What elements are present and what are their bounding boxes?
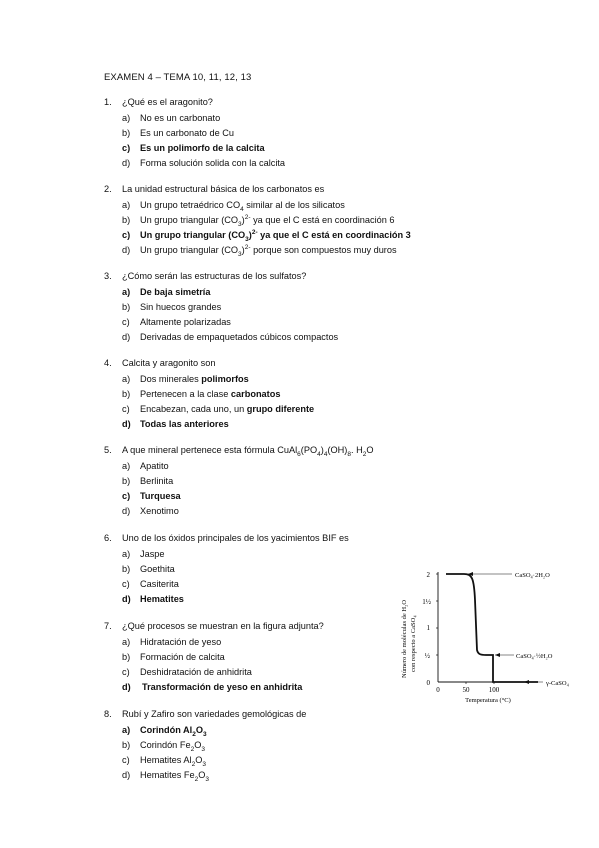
option-d[interactable]: d) Forma solución solida con la calcita	[122, 158, 286, 168]
option-b[interactable]: b) Berlinita	[122, 476, 174, 486]
option-c-correct[interactable]: c) Un grupo triangular $(CO_3)^{2-}$ ya que el C está en coordinación 3	[122, 228, 411, 243]
question-1	[104, 96, 394, 172]
option-a[interactable]: a) Dos minerales polimorfos	[122, 374, 249, 384]
arrowhead	[524, 680, 529, 684]
option-b[interactable]: b) Pertenecen a la clase carbonatos	[122, 389, 281, 399]
question-8	[104, 708, 394, 784]
phase-label-gypsum: CaSO₄·2H₂O	[515, 572, 550, 579]
option-c-correct[interactable]: c) Es un polimorfo de la calcita	[122, 143, 265, 153]
question-text: Uno de los óxidos principales de los yacimientos BIF es	[122, 533, 349, 543]
option-a[interactable]: a) Jaspe	[122, 549, 165, 559]
option-a[interactable]: a) Un grupo tetraédrico $CO_4$ similar al de los silicatos	[122, 200, 345, 213]
option-c[interactable]: c) Casiterita	[122, 579, 179, 589]
option-a-correct[interactable]: a) Corindón $Al_2O_3$	[122, 725, 207, 738]
dehydration-curve	[446, 574, 538, 682]
option-a[interactable]: a) No es un carbonato	[122, 113, 221, 123]
option-a-correct[interactable]: a) De baja simetría	[122, 287, 211, 297]
option-c[interactable]: c) Hematites $Al_2O_3$	[122, 755, 206, 768]
question-number: 3.	[104, 271, 112, 281]
option-c[interactable]: c) Encabezan, cada uno, un grupo diferente	[122, 404, 315, 414]
x-tick-label: 50	[462, 686, 470, 694]
option-d-correct[interactable]: d) Hematites	[122, 594, 184, 604]
question-3	[104, 270, 394, 346]
phase-label-bassanite: CaSO₄·½H₂O	[516, 653, 553, 660]
y-tick-label: ½	[424, 652, 430, 660]
option-b[interactable]: b) Corindón $Fe_2O_3$	[122, 740, 205, 753]
dehydration-figure	[398, 560, 588, 710]
question-text: ¿Cómo serán las estructuras de los sulfatos?	[122, 271, 307, 281]
exam-title: EXAMEN 4 – TEMA 10, 11, 12, 13	[104, 72, 252, 83]
question-text: ¿Qué procesos se muestran en la figura adjunta?	[122, 621, 324, 631]
question-text: A que mineral pertenece esta fórmula $CuAl_6(PO_4)_4(OH)_8$. $H_2O$	[122, 445, 374, 458]
x-tick-label: 100	[488, 686, 500, 694]
question-number: 1.	[104, 97, 112, 107]
question-number: 5.	[104, 445, 112, 455]
phase-label-anhydrite: γ-CaSO₄	[546, 680, 569, 687]
question-text: La unidad estructural básica de los carbonatos es	[122, 184, 325, 194]
dehydration-plot	[398, 560, 588, 710]
option-b[interactable]: b) Es un carbonato de Cu	[122, 128, 234, 138]
option-d-correct[interactable]: d) Transformación de yeso en anhidrita	[122, 682, 303, 692]
y-axis-label-2: con respecto a CaSO₄	[410, 615, 417, 672]
option-d[interactable]: d) Xenotimo	[122, 506, 179, 516]
y-tick-label: 2	[426, 571, 430, 579]
option-a[interactable]: a) Hidratación de yeso	[122, 637, 222, 647]
question-text: Rubí y Zafiro son variedades gemológicas de	[122, 709, 307, 719]
question-text: ¿Qué es el aragonito?	[122, 97, 213, 107]
question-number: 6.	[104, 533, 112, 543]
question-text: Calcita y aragonito son	[122, 358, 216, 368]
question-6	[104, 532, 394, 608]
option-b[interactable]: b) Formación de calcita	[122, 652, 225, 662]
question-2	[104, 183, 411, 259]
option-c[interactable]: c) Deshidratación de anhidrita	[122, 667, 252, 677]
question-5	[104, 444, 394, 520]
question-number: 2.	[104, 184, 112, 194]
y-tick-label: 1	[426, 624, 430, 632]
y-tick-label: 1½	[422, 598, 431, 606]
option-b[interactable]: b) Un grupo triangular $(CO_3)^{2-}$ ya que el C está en coordinación 6	[122, 213, 395, 228]
question-4	[104, 357, 394, 433]
x-axis-label: Temperatura (°C)	[465, 697, 511, 704]
question-number: 8.	[104, 709, 112, 719]
y-tick-label: 0	[426, 679, 430, 687]
y-axis-label-1: Número de moléculas de H₂O	[401, 599, 408, 678]
question-7	[104, 620, 394, 696]
question-number: 7.	[104, 621, 112, 631]
question-number: 4.	[104, 358, 112, 368]
option-d-correct[interactable]: d) Todas las anteriores	[122, 419, 229, 429]
arrowhead	[495, 653, 500, 657]
option-a[interactable]: a) Apatito	[122, 461, 169, 471]
x-tick-label: 0	[436, 686, 440, 694]
option-b[interactable]: b) Goethita	[122, 564, 175, 574]
option-d[interactable]: d) Derivadas de empaquetados cúbicos compactos	[122, 332, 339, 342]
option-c-correct[interactable]: c) Turquesa	[122, 491, 181, 501]
option-d[interactable]: d) Un grupo triangular $(CO_3)^{2-}$ porque son compuestos muy duros	[122, 243, 397, 258]
option-b[interactable]: b) Sin huecos grandes	[122, 302, 222, 312]
option-c[interactable]: c) Altamente polarizadas	[122, 317, 231, 327]
option-d[interactable]: d) Hematites $Fe_2O_3$	[122, 770, 210, 783]
